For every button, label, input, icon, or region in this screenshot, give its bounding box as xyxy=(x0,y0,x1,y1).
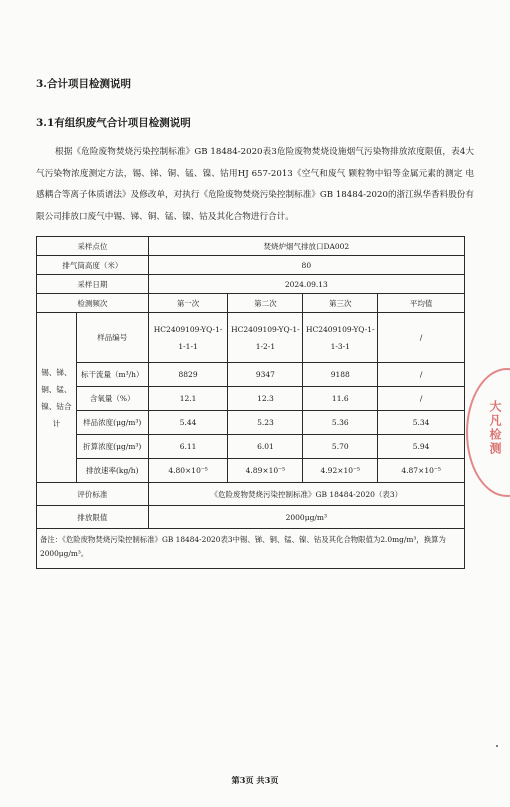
row-label: 标干流量（m³/h） xyxy=(76,363,148,387)
table-cell: 4.89×10⁻⁵ xyxy=(228,459,303,483)
frequency-label: 检测频次 xyxy=(37,294,149,313)
table-cell: 11.6 xyxy=(303,387,378,411)
stack-height-label: 排气筒高度（米） xyxy=(37,256,149,275)
sampling-date-row xyxy=(37,275,465,294)
row-label: 折算浓度(μg/m³) xyxy=(76,435,148,459)
sampling-point-label: 采样点位 xyxy=(37,237,149,256)
table-cell: 5.44 xyxy=(148,411,228,435)
table-cell: 4.92×10⁻⁵ xyxy=(303,459,378,483)
scan-speck xyxy=(496,745,498,747)
table-row xyxy=(37,387,465,411)
table-cell: 5.94 xyxy=(378,435,465,459)
table-row xyxy=(37,363,465,387)
row-label: 含氧量（%） xyxy=(76,387,148,411)
table-cell: 4.80×10⁻⁵ xyxy=(148,459,228,483)
table-cell: / xyxy=(378,387,465,411)
table-cell: / xyxy=(378,363,465,387)
note-row xyxy=(37,529,465,569)
group-label: 锡、锑、铜、锰、镍、钴合计 xyxy=(37,313,77,483)
sampling-date-value: 2024.09.13 xyxy=(148,275,464,294)
evaluation-standard-row xyxy=(37,483,465,506)
table-cell: 6.11 xyxy=(148,435,228,459)
description-paragraph: 根据《危险废物焚烧污染控制标准》GB 18484-2020表3危险废物焚烧设施烟气污染物排放浓度限值，表4大气污染物浓度测定方法，锡、锑、铜、锰、镍、钴用HJ 657-2013《空气和废气 颗粒物中铅等金属元素的测定 电感耦合等离子体质谱法》及修改单，对执行《危险废物焚烧污染控制标准》GB 18484-2020的浙江纵华香料股份有限公司排放口废气中锡、锑、铜、锰、镍、钴及其化合物进行合计。 xyxy=(36,147,474,222)
evaluation-standard-label: 评价标准 xyxy=(37,483,149,506)
column-header: 第三次 xyxy=(303,294,378,313)
stack-height-row xyxy=(37,256,465,275)
table-row xyxy=(37,313,465,363)
table-cell: / xyxy=(378,313,465,363)
sampling-date-label: 采样日期 xyxy=(37,275,149,294)
table-cell: HC2409109-YQ-1-1-3-1 xyxy=(303,313,378,363)
table-cell: 5.23 xyxy=(228,411,303,435)
emission-limit-value: 2000μg/m³ xyxy=(148,506,464,529)
table-cell: 12.1 xyxy=(148,387,228,411)
evaluation-standard-value: 《危险废物焚烧污染控制标准》GB 18484-2020（表3） xyxy=(148,483,464,506)
row-label: 样品编号 xyxy=(76,313,148,363)
column-header: 第一次 xyxy=(148,294,228,313)
stamp-text: 大凡检测 xyxy=(488,400,502,456)
emission-limit-label: 排放限值 xyxy=(37,506,149,529)
row-label: 样品浓度(μg/m³) xyxy=(76,411,148,435)
table-cell: 6.01 xyxy=(228,435,303,459)
frequency-row xyxy=(37,294,465,313)
results-table xyxy=(36,236,465,569)
table-cell: 5.34 xyxy=(378,411,465,435)
stack-height-value: 80 xyxy=(148,256,464,275)
table-cell: 8829 xyxy=(148,363,228,387)
subsection-title: 3.1有组织废气合计项目检测说明 xyxy=(36,117,191,129)
table-cell: 12.3 xyxy=(228,387,303,411)
column-header: 第二次 xyxy=(228,294,303,313)
row-label: 排放速率(kg/h) xyxy=(76,459,148,483)
table-cell: 5.70 xyxy=(303,435,378,459)
table-note: 备注：《危险废物焚烧污染控制标准》GB 18484-2020表3中锡、锑、铜、锰、镍、钴及其化合物限值为2.0mg/m³，换算为2000μg/m³。 xyxy=(37,529,465,569)
table-cell: 4.87×10⁻⁵ xyxy=(378,459,465,483)
emission-limit-row xyxy=(37,506,465,529)
sampling-point-row xyxy=(37,237,465,256)
section-title: 3.合计项目检测说明 xyxy=(36,78,131,90)
table-cell: HC2409109-YQ-1-1-2-1 xyxy=(228,313,303,363)
table-row xyxy=(37,435,465,459)
table-cell: HC2409109-YQ-1-1-1-1 xyxy=(148,313,228,363)
table-cell: 9347 xyxy=(228,363,303,387)
sampling-point-value: 焚烧炉烟气排放口DA002 xyxy=(148,237,464,256)
column-header: 平均值 xyxy=(378,294,465,313)
table-cell: 9188 xyxy=(303,363,378,387)
table-cell: 5.36 xyxy=(303,411,378,435)
page-footer: 第3页 共3页 xyxy=(231,775,279,785)
table-row xyxy=(37,411,465,435)
table-row xyxy=(37,459,465,483)
